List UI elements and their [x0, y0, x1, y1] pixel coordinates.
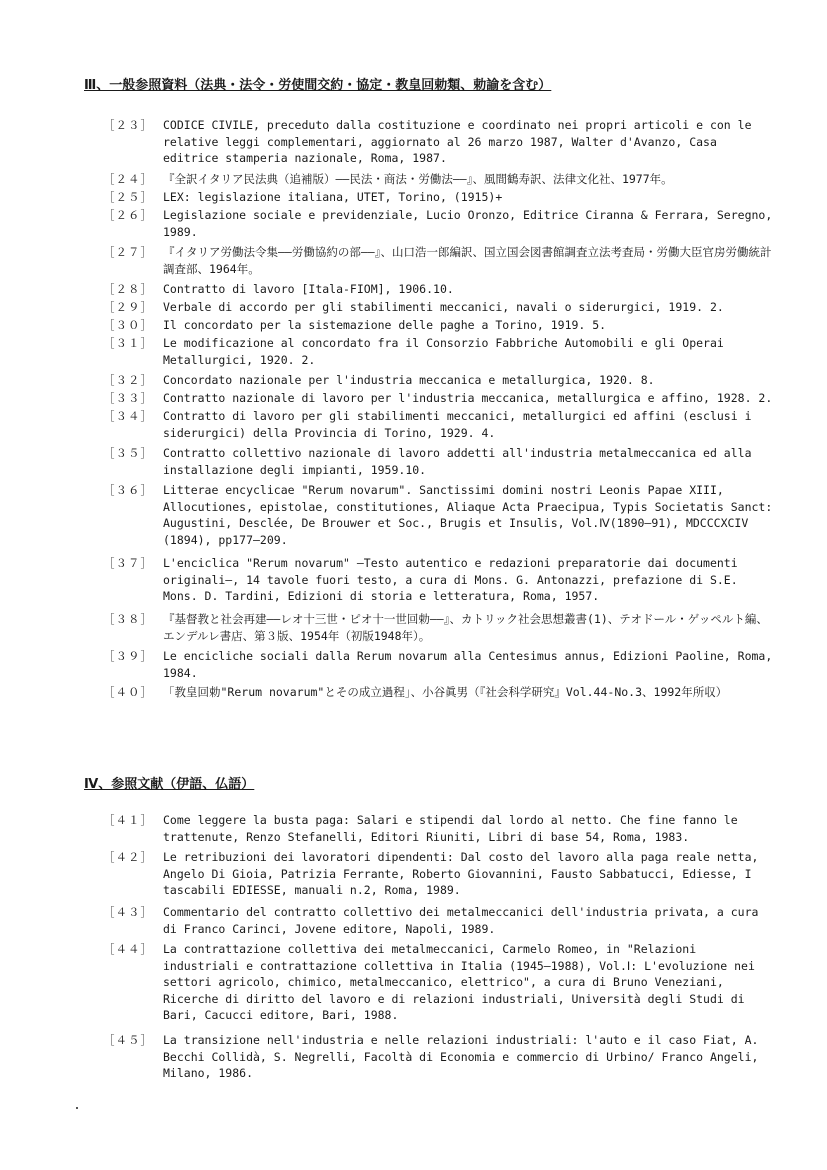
reference-number: ［４２］ — [103, 850, 153, 864]
reference-number: ［２７］ — [103, 245, 153, 259]
reference-number: ［３２］ — [103, 373, 153, 387]
reference-text: Le retribuzioni dei lavoratori dipendenti: Dal costo del lavoro alla paga reale netta, Angelo Di Gioia, Patrizia Ferrante, Roberto Giovannini, Fausto Sabbatucci, Ediesse, I tascabili EDIESSE, manuali n.2, Roma, 1989. — [163, 850, 766, 897]
reference-text: Come leggere la busta paga: Salari e stipendi dal lordo al netto. Che fine fanno le trattenute, Renzo Stefanelli, Editori Riuniti, Libri di base 54, Roma, 1983. — [163, 813, 745, 844]
reference-text: Legislazione sociale e previdenziale, Lucio Oronzo, Editrice Ciranna & Ferrara, Seregno, 1989. — [163, 208, 780, 239]
reference-text: Contratto di lavoro [Itala-FIOM], 1906.10. — [163, 282, 454, 296]
reference-text: 『全訳イタリア民法典（追補版）――民法・商法・労働法――』、風間鶴寿訳、法律文化社、1977年。 — [163, 172, 673, 186]
scan-speck — [76, 1107, 78, 1109]
reference-text: Litterae encyclicae "Rerum novarum". Sanctissimi domini nostri Leonis Papae XIII, Allocutiones, epistolae, constitutiones, Aliaque Acta Praecipua, Typis Societatis Sanct: Augustini, Desclée, De Brouwer et Soc., Brugis et Insulis, Vol.Ⅳ(1890―91), MDCCCXCIV (1894), pp177―209. — [163, 483, 780, 547]
reference-text: 「教皇回勅"Rerum novarum"とその成立過程」、小谷眞男（『社会科学研究』Vol.44-No.3、1992年所収） — [163, 685, 728, 699]
reference-number: ［３３］ — [103, 391, 153, 405]
reference-text: Le encicliche sociali dalla Rerum novarum alla Centesimus annus, Edizioni Paoline, Roma, 1984. — [163, 649, 780, 680]
reference-text: Contratto collettivo nazionale di lavoro addetti all'industria metalmeccanica ed alla installazione degli impianti, 1959.10. — [163, 446, 759, 477]
reference-text: La contrattazione collettiva dei metalmeccanici, Carmelo Romeo, in "Relazioni industriali e contrattazione collettiva in Italia (1945―1988), Vol.Ⅰ: L'evoluzione nei settori agricolo, chimico, metalmeccanico, elettrico", a cura di Bruno Veneziani, Ricerche di diritto del lavoro e di relazioni industriali, Università degli Studi di Bari, Cacucci editore, Bari, 1988. — [163, 942, 762, 1022]
reference-number: ［２６］ — [103, 208, 153, 222]
reference-text: 『イタリア労働法令集――労働協約の部――』、山口浩一郎編訳、国立国会図書館調査立法考査局・労働大臣官房労働統計調査部、1964年。 — [163, 245, 772, 276]
reference-number: ［３５］ — [103, 446, 153, 460]
reference-text: CODICE CIVILE, preceduto dalla costituzione e coordinato nei propri articoli e con le relative leggi complementari, aggiornato al 26 marzo 1987, Walter d'Avanzo, Casa editrice stamperia nazionale, Roma, 1987. — [163, 118, 759, 165]
reference-number: ［２４］ — [103, 172, 153, 186]
reference-text: Il concordato per la sistemazione delle paghe a Torino, 1919. 5. — [163, 318, 607, 332]
section-3-heading: Ⅲ、一般参照資料（法典・法令・労使間交約・協定・教皇回勅類、勅諭を含む） — [84, 78, 552, 93]
reference-number: ［３６］ — [103, 483, 153, 497]
reference-text: 『基督教と社会再建――レオ十三世・ピオ十一世回勅――』、カトリック社会思想叢書(1)、テオドール・ゲッペルト編、エンデルレ書店、第３版、1954年（初版1948年）。 — [163, 612, 768, 643]
reference-number: ［２３］ — [103, 118, 153, 132]
reference-number: ［２９］ — [103, 300, 153, 314]
reference-number: ［４５］ — [103, 1033, 153, 1047]
reference-text: Contratto nazionale di lavoro per l'industria meccanica, metallurgica e affino, 1928. 2. — [163, 391, 773, 405]
reference-text: Le modificazione al concordato fra il Consorzio Fabbriche Automobili e gli Operai Metallurgici, 1920. 2. — [163, 336, 731, 367]
reference-number: ［４３］ — [103, 905, 153, 919]
reference-text: Contratto di lavoro per gli stabilimenti meccanici, metallurgici ed affini (esclusi i siderurgici) della Provincia di Torino, 1929. 4. — [163, 409, 759, 440]
reference-text: Verbale di accordo per gli stabilimenti meccanici, navali o siderurgici, 1919. 2. — [163, 300, 724, 314]
reference-number: ［４１］ — [103, 813, 153, 827]
reference-number: ［３１］ — [103, 336, 153, 350]
reference-text: L'enciclica "Rerum novarum" ―Testo autentico e redazioni preparatorie dai documenti originali―, 14 tavole fuori testo, a cura di Mons. G. Antonazzi, prefazione di S.E. Mons. D. Tardini, Edizioni di storia e letteratura, Roma, 1957. — [163, 556, 745, 603]
reference-text: La transizione nell'industria e nelle relazioni industriali: l'auto e il caso Fiat, A. Becchi Collidà, S. Negrelli, Facoltà di Economia e commercio di Urbino/ Franco Angeli, Milano, 1986. — [163, 1033, 766, 1080]
reference-number: ［２８］ — [103, 282, 153, 296]
reference-number: ［３８］ — [103, 612, 153, 626]
reference-number: ［３４］ — [103, 409, 153, 423]
reference-number: ［３０］ — [103, 318, 153, 332]
reference-text: LEX: legislazione italiana, UTET, Torino, (1915)+ — [163, 190, 503, 204]
reference-number: ［３７］ — [103, 556, 153, 570]
reference-text: Concordato nazionale per l'industria meccanica e metallurgica, 1920. 8. — [163, 373, 655, 387]
reference-number: ［４４］ — [103, 942, 153, 956]
reference-text: Commentario del contratto collettivo dei metalmeccanici dell'industria privata, a cura di Franco Carinci, Jovene editore, Napoli, 1989. — [163, 905, 766, 936]
reference-number: ［３９］ — [103, 649, 153, 663]
reference-number: ［４０］ — [103, 685, 153, 699]
reference-number: ［２５］ — [103, 190, 153, 204]
section-4-heading: Ⅳ、参照文献（伊語、仏語） — [84, 777, 255, 792]
